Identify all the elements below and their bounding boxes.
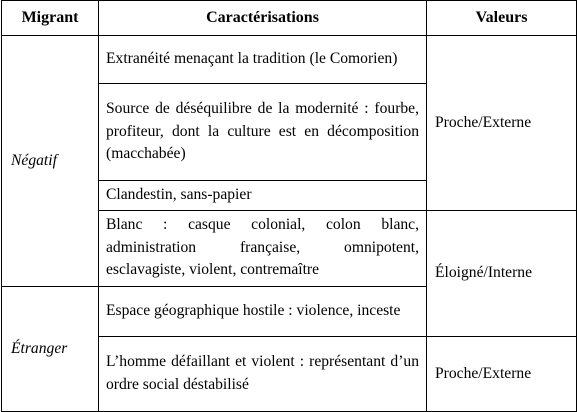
header-migrant: Migrant bbox=[2, 1, 99, 36]
table-cell-characterisation: Clandestin, sans-papier bbox=[99, 181, 427, 211]
header-valeurs: Valeurs bbox=[427, 1, 577, 36]
table-header-row bbox=[2, 1, 577, 36]
table-cell-characterisation: Blanc : casque colonial, colon blanc, administration française, omnipotent, esclavagiste, violent, contremaître bbox=[99, 210, 427, 286]
value-cell: Éloigné/Interne bbox=[427, 210, 577, 336]
value-cell: Proche/Externe bbox=[427, 36, 577, 211]
table-cell-characterisation: Source de déséquilibre de la modernité : fourbe, profiteur, dont la culture est en décomposition (macchabée) bbox=[99, 84, 427, 181]
group-label-etranger: Étranger bbox=[2, 286, 99, 411]
value-cell: Proche/Externe bbox=[427, 336, 577, 411]
characterisation-table bbox=[1, 0, 577, 412]
header-caracterisations: Caractérisations bbox=[99, 1, 427, 36]
table-cell-characterisation: L’homme défaillant et violent : représentant d’un ordre social déstabilisé bbox=[99, 336, 427, 411]
table-cell-characterisation: Extranéité menaçant la tradition (le Comorien) bbox=[99, 36, 427, 84]
table-row bbox=[2, 36, 577, 84]
group-label-negatif: Négatif bbox=[2, 36, 99, 287]
table-cell-characterisation: Espace géographique hostile : violence, inceste bbox=[99, 286, 427, 336]
